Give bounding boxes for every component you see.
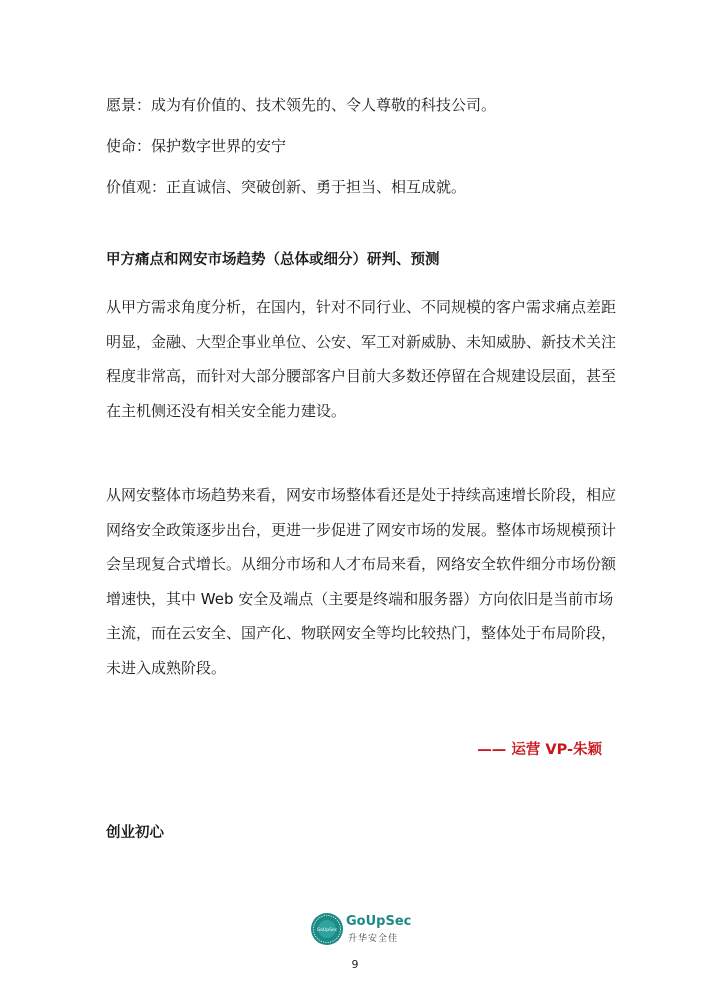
paragraph-line: 主流，而在云安全、国产化、物联网安全等均比较热门，整体处于布局阶段，: [106, 624, 617, 642]
page-number: 9: [351, 958, 359, 971]
company-logo: [310, 912, 412, 946]
logo-name: GoUpSec: [346, 914, 412, 929]
paragraph-client-needs: [106, 290, 617, 428]
section-heading-market-trends: 甲方痛点和网安市场趋势（总体或细分）研判、预测: [106, 252, 440, 268]
mission-statement: 使命：保护数字世界的安宁: [106, 137, 287, 155]
paragraph-line: 网络安全政策逐步出台，更进一步促进了网安市场的发展。整体市场规模预计: [106, 520, 617, 539]
logo-emblem-text: GoUpSec: [316, 928, 338, 933]
paragraph-line: 增速快，其中 Web 安全及端点（主要是终端和服务器）方向依旧是当前市场: [106, 589, 614, 608]
author-signature: —— 运营 VP-朱颖: [477, 742, 602, 758]
paragraph-line: 明显，金融、大型企事业单位、公安、军工对新威胁、未知威胁、新技术关注: [106, 332, 617, 351]
values-statement: 价值观：正直诚信、突破创新、勇于担当、相互成就。: [106, 178, 467, 196]
paragraph-line: 从网安整体市场趋势来看，网安市场整体看还是处于持续高速增长阶段，相应: [106, 486, 617, 504]
paragraph-line: 在主机侧还没有相关安全能力建设。: [106, 401, 347, 420]
section-heading-founding-intent: 创业初心: [106, 825, 164, 841]
logo-emblem-icon: [310, 912, 344, 946]
paragraph-line: 会呈现复合式增长。从细分市场和人才布局来看，网络安全软件细分市场份额: [106, 555, 617, 573]
paragraph-market-trend: [106, 478, 617, 685]
paragraph-line: 从甲方需求角度分析，在国内，针对不同行业、不同规模的客户需求痛点差距: [106, 298, 617, 316]
paragraph-line: 程度非常高，而针对大部分腰部客户目前大多数还停留在合规建设层面，甚至: [106, 367, 617, 385]
paragraph-line: 未进入成熟阶段。: [106, 658, 227, 677]
vision-statement: 愿景：成为有价值的、技术领先的、令人尊敬的科技公司。: [106, 96, 497, 114]
logo-subtitle: 升华安全佳: [348, 934, 399, 944]
